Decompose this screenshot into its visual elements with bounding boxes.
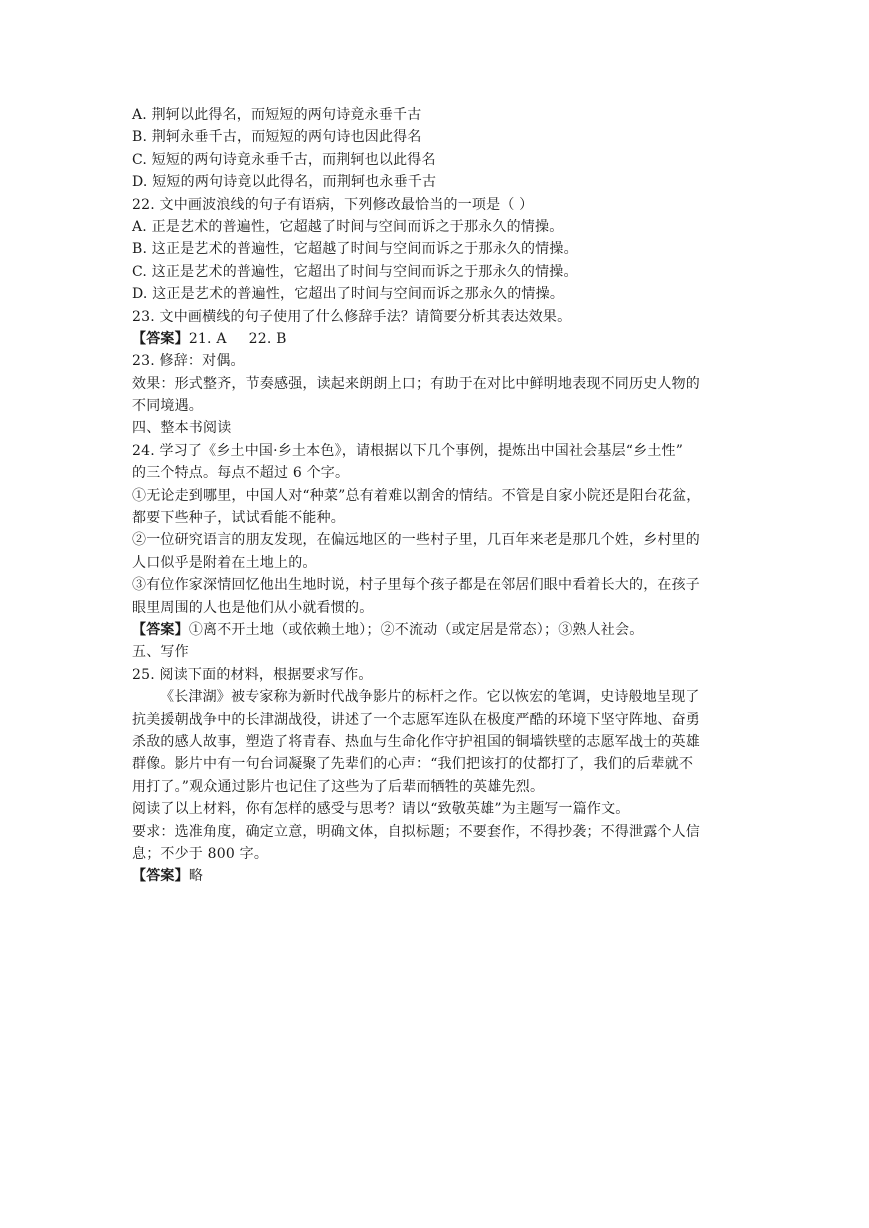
q24-example1-line2: 都要下些种子，试试看能不能种。 — [132, 510, 345, 527]
q25-material-line4: 群像。影片中有一句台词凝聚了先辈们的心声：“我们把该打的仗都打了，我们的后辈就不 — [132, 756, 694, 773]
answer-23-line1: 23. 修辞：对偶。 — [132, 353, 245, 370]
q21-option-a: A. 荆轲以此得名，而短短的两句诗竟永垂千古 — [132, 107, 422, 123]
answer-label: 【答案】 — [132, 621, 189, 638]
q22-option-b: B. 这正是艺术的普遍性，它超越了时间与空间而诉之于那永久的情操。 — [132, 241, 578, 258]
q25-prompt: 阅读了以上材料，你有怎样的感受与思考？请以“致敬英雄”为主题写一篇作文。 — [132, 801, 630, 818]
q25-requirement-line1: 要求：选准角度，确定立意，明确文体，自拟标题；不要套作，不得抄袭；不得泄露个人信 — [132, 823, 700, 840]
q24-example2-line2: 人口似乎是附着在土地上的。 — [132, 554, 317, 571]
q21-option-d: D. 短短的两句诗竟以此得名，而荆轲也永垂千古 — [132, 174, 437, 191]
q22-option-a: A. 正是艺术的普遍性，它超越了时间与空间而诉之于那永久的情操。 — [132, 218, 564, 235]
answer-label: 【答案】 — [132, 868, 189, 885]
q24-example3-line2: 眼里周围的人也是他们从小就看惯的。 — [132, 599, 374, 616]
q25-material-line1: 《长津湖》被专家称为新时代战争影片的标杆之作。它以恢宏的笔调，史诗般地呈现了 — [160, 689, 700, 706]
q25-stem: 25. 阅读下面的材料，根据要求写作。 — [132, 666, 373, 683]
q22-option-d: D. 这正是艺术的普遍性，它超出了时间与空间而诉之那永久的情操。 — [132, 286, 565, 303]
q24-answer — [132, 619, 742, 641]
answer-23-line3: 不同境遇。 — [132, 398, 203, 415]
q24-stem-line1: 24. 学习了《乡土中国·乡土本色》，请根据以下几个事例，提炼出中国社会基层“乡土性” — [132, 442, 684, 459]
q25-material-line5: 用打了。”观众通过影片也记住了这些为了后辈而牺牲的英雄先烈。 — [132, 778, 545, 795]
q22-stem: 22. 文中画波浪线的句子有语病，下列修改最恰当的一项是（ ） — [132, 196, 534, 213]
answer-23-line2: 效果：形式整齐，节奏感强，读起来朗朗上口；有助于在对比中鲜明地表现不同历史人物的 — [132, 375, 700, 392]
q24-example3-line1: ③有位作家深情回忆他出生地时说，村子里每个孩子都是在邻居们眼中看着长大的，在孩子 — [132, 577, 700, 594]
q23-stem: 23. 文中画横线的句子使用了什么修辞手法？请简要分析其表达效果。 — [132, 308, 572, 325]
q22-option-c: C. 这正是艺术的普遍性，它超出了时间与空间而诉之于那永久的情操。 — [132, 263, 578, 280]
answer-22: 22. B — [248, 330, 287, 347]
answer-21: 21. A — [188, 330, 227, 347]
q25-requirement-line2: 息；不少于 800 字。 — [132, 845, 269, 862]
q24-answer-text: ①离不开土地（或依赖土地）；②不流动（或定居是常态）；③熟人社会。 — [188, 621, 644, 638]
section-5-title: 五、写作 — [132, 644, 189, 661]
answer-label: 【答案】 — [132, 330, 189, 347]
document-page — [132, 104, 742, 888]
q24-example1-line1: ①无论走到哪里，中国人对“种菜”总有着难以割舍的情结。不管是自家小院还是阳台花盆， — [132, 487, 701, 504]
q25-answer — [132, 865, 742, 887]
q24-stem-line2: 的三个特点。每点不超过 6 个字。 — [132, 465, 350, 482]
answer-21-22 — [132, 328, 742, 350]
q21-option-b: B. 荆轲永垂千古，而短短的两句诗也因此得名 — [132, 129, 422, 146]
q24-example2-line1: ②一位研究语言的朋友发现，在偏远地区的一些村子里，几百年来老是那几个姓，乡村里的 — [132, 532, 700, 549]
q21-option-c: C. 短短的两句诗竟永垂千古，而荆轲也以此得名 — [132, 151, 436, 168]
q25-answer-text: 略 — [188, 868, 204, 885]
q25-material-line3: 杀敌的感人故事，塑造了将青春、热血与生命化作守护祖国的铜墙铁壁的志愿军战士的英雄 — [132, 733, 700, 750]
q25-material-line2: 抗美援朝战争中的长津湖战役，讲述了一个志愿军连队在极度严酷的环境下坚守阵地、奋勇 — [132, 711, 700, 728]
section-4-title: 四、整本书阅读 — [132, 420, 232, 437]
